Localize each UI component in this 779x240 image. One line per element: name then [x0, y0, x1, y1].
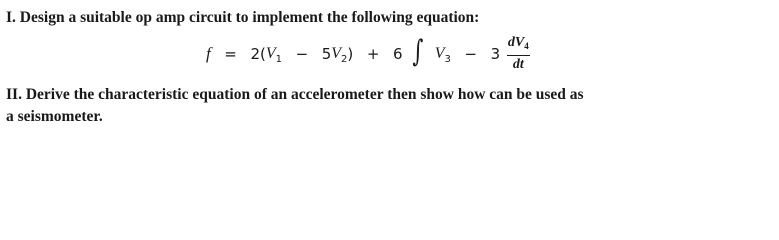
numerator-dv: dV	[507, 35, 525, 51]
question-one-text: I. Design a suitable op amp circuit to implement the following equation:	[6, 9, 480, 26]
plus-sign: +	[366, 44, 380, 63]
question-two-text-line2: a seismometer.	[6, 108, 103, 125]
var-v3: V	[434, 44, 445, 62]
fraction-denominator: dt	[512, 57, 524, 72]
term1-open: 2(	[250, 44, 266, 63]
integral-symbol: ∫	[412, 33, 424, 69]
var-v3-subscript: 3	[444, 54, 451, 65]
derivative-fraction	[507, 35, 530, 72]
numerator-subscript: 4	[524, 41, 529, 51]
term1-close: )	[347, 44, 354, 63]
minus-sign-2: −	[464, 44, 478, 63]
fraction-numerator	[507, 35, 530, 56]
question-two-text-line1: II. Derive the characteristic equation of an accelerometer then show how can be used as	[6, 86, 584, 103]
var-v1-subscript: 1	[275, 54, 282, 65]
equals-sign: =	[224, 44, 237, 63]
var-v2: V	[331, 44, 342, 62]
equation-lhs: f	[206, 43, 211, 63]
equation	[206, 35, 530, 75]
var-v2-subscript: 2	[341, 54, 348, 65]
coef-5: 5	[321, 44, 332, 63]
coef-3: 3	[490, 44, 501, 63]
minus-sign-1: −	[295, 44, 309, 63]
coef-6: 6	[392, 44, 403, 63]
var-v1: V	[265, 44, 276, 62]
